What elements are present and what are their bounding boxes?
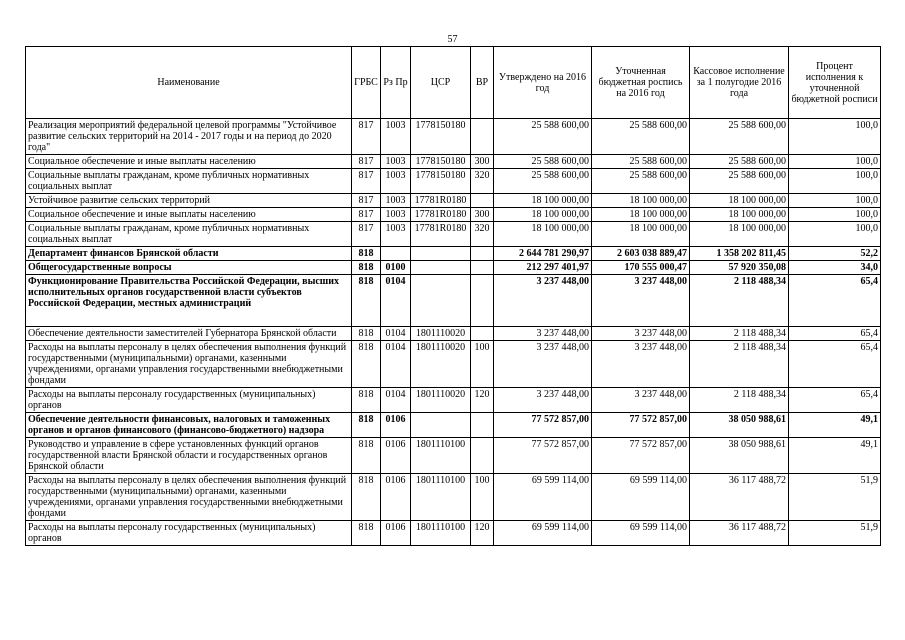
header-cash: Кассовое исполнение за 1 полугодие 2016 года xyxy=(690,47,789,119)
cell-percent: 100,0 xyxy=(789,169,881,194)
cell-grbs: 817 xyxy=(352,222,381,247)
cell-rzpr: 1003 xyxy=(381,222,411,247)
cell-refined: 3 237 448,00 xyxy=(592,327,690,341)
cell-cash: 36 117 488,72 xyxy=(690,474,789,521)
cell-approved: 2 644 781 290,97 xyxy=(494,247,592,261)
cell-csr: 1778150180 xyxy=(411,169,471,194)
cell-refined: 77 572 857,00 xyxy=(592,438,690,474)
cell-percent: 100,0 xyxy=(789,208,881,222)
cell-name: Департамент финансов Брянской области xyxy=(26,247,352,261)
cell-approved: 18 100 000,00 xyxy=(494,194,592,208)
cell-percent: 65,4 xyxy=(789,388,881,413)
cell-rzpr: 0104 xyxy=(381,327,411,341)
cell-approved: 212 297 401,97 xyxy=(494,261,592,275)
cell-rzpr: 0104 xyxy=(381,275,411,327)
header-approved: Утверждено на 2016 год xyxy=(494,47,592,119)
cell-rzpr: 0104 xyxy=(381,388,411,413)
cell-name: Функционирование Правительства Российской Федерации, высших исполнительных органов государственной власти субъектов Российской Федерации, местных администраций xyxy=(26,275,352,327)
cell-vr xyxy=(471,327,494,341)
cell-cash: 18 100 000,00 xyxy=(690,208,789,222)
cell-vr: 120 xyxy=(471,388,494,413)
cell-grbs: 818 xyxy=(352,388,381,413)
cell-csr: 1778150180 xyxy=(411,155,471,169)
cell-csr: 1801110100 xyxy=(411,521,471,546)
table-row xyxy=(26,388,881,413)
cell-rzpr: 1003 xyxy=(381,169,411,194)
cell-approved: 77 572 857,00 xyxy=(494,438,592,474)
cell-approved: 3 237 448,00 xyxy=(494,388,592,413)
cell-refined: 3 237 448,00 xyxy=(592,341,690,388)
cell-vr: 100 xyxy=(471,341,494,388)
cell-percent: 100,0 xyxy=(789,222,881,247)
cell-cash: 1 358 202 811,45 xyxy=(690,247,789,261)
cell-csr xyxy=(411,261,471,275)
cell-refined: 2 603 038 889,47 xyxy=(592,247,690,261)
cell-name: Реализация мероприятий федеральной целевой программы "Устойчивое развитие сельских территорий на 2014 - 2017 годы и на период до 2020 года" xyxy=(26,119,352,155)
cell-vr xyxy=(471,438,494,474)
cell-grbs: 817 xyxy=(352,155,381,169)
cell-percent: 100,0 xyxy=(789,119,881,155)
cell-refined: 3 237 448,00 xyxy=(592,275,690,327)
cell-name: Расходы на выплаты персоналу государственных (муниципальных) органов xyxy=(26,388,352,413)
cell-refined: 170 555 000,47 xyxy=(592,261,690,275)
cell-vr xyxy=(471,413,494,438)
cell-refined: 25 588 600,00 xyxy=(592,155,690,169)
table-row xyxy=(26,119,881,155)
cell-percent: 65,4 xyxy=(789,327,881,341)
cell-cash: 57 920 350,08 xyxy=(690,261,789,275)
table-row xyxy=(26,155,881,169)
cell-approved: 3 237 448,00 xyxy=(494,341,592,388)
cell-refined: 18 100 000,00 xyxy=(592,208,690,222)
cell-refined: 3 237 448,00 xyxy=(592,388,690,413)
cell-grbs: 817 xyxy=(352,208,381,222)
cell-approved: 18 100 000,00 xyxy=(494,208,592,222)
cell-cash: 36 117 488,72 xyxy=(690,521,789,546)
cell-rzpr: 1003 xyxy=(381,194,411,208)
budget-table xyxy=(25,46,881,546)
cell-cash: 2 118 488,34 xyxy=(690,275,789,327)
cell-vr: 300 xyxy=(471,155,494,169)
cell-csr xyxy=(411,275,471,327)
cell-rzpr xyxy=(381,247,411,261)
cell-name: Руководство и управление в сфере установленных функций органов государственной власти Брянской области и государственных органов Брянской области xyxy=(26,438,352,474)
cell-rzpr: 0106 xyxy=(381,413,411,438)
cell-vr: 320 xyxy=(471,169,494,194)
cell-grbs: 818 xyxy=(352,261,381,275)
table-row xyxy=(26,327,881,341)
cell-csr: 1801110020 xyxy=(411,327,471,341)
header-csr: ЦСР xyxy=(411,47,471,119)
header-rzpr: Рз Пр xyxy=(381,47,411,119)
table-row xyxy=(26,169,881,194)
cell-grbs: 818 xyxy=(352,247,381,261)
cell-refined: 77 572 857,00 xyxy=(592,413,690,438)
cell-grbs: 818 xyxy=(352,275,381,327)
cell-csr: 17781R0180 xyxy=(411,222,471,247)
header-refined: Уточненная бюджетная роспись на 2016 год xyxy=(592,47,690,119)
table-row xyxy=(26,222,881,247)
cell-csr: 1801110100 xyxy=(411,474,471,521)
cell-grbs: 817 xyxy=(352,169,381,194)
cell-vr xyxy=(471,247,494,261)
cell-name: Расходы на выплаты персоналу в целях обеспечения выполнения функций государственными (муниципальными) органами, казенными учреждениями, органами управления государственными внебюджетными фондами xyxy=(26,341,352,388)
cell-approved: 69 599 114,00 xyxy=(494,474,592,521)
cell-vr xyxy=(471,261,494,275)
cell-percent: 51,9 xyxy=(789,474,881,521)
header-grbs: ГРБС xyxy=(352,47,381,119)
cell-name: Расходы на выплаты персоналу в целях обеспечения выполнения функций государственными (муниципальными) органами, казенными учреждениями, органами управления государственными внебюджетными фондами xyxy=(26,474,352,521)
table-row xyxy=(26,247,881,261)
cell-vr: 320 xyxy=(471,222,494,247)
cell-grbs: 817 xyxy=(352,194,381,208)
cell-cash: 18 100 000,00 xyxy=(690,222,789,247)
cell-cash: 25 588 600,00 xyxy=(690,155,789,169)
cell-rzpr: 0106 xyxy=(381,521,411,546)
cell-rzpr: 1003 xyxy=(381,155,411,169)
cell-name: Расходы на выплаты персоналу государственных (муниципальных) органов xyxy=(26,521,352,546)
header-name: Наименование xyxy=(26,47,352,119)
table-row xyxy=(26,521,881,546)
cell-rzpr: 0106 xyxy=(381,474,411,521)
cell-rzpr: 1003 xyxy=(381,119,411,155)
cell-cash: 18 100 000,00 xyxy=(690,194,789,208)
cell-csr: 17781R0180 xyxy=(411,208,471,222)
cell-refined: 25 588 600,00 xyxy=(592,119,690,155)
cell-csr xyxy=(411,413,471,438)
cell-cash: 38 050 988,61 xyxy=(690,413,789,438)
cell-cash: 2 118 488,34 xyxy=(690,341,789,388)
cell-grbs: 818 xyxy=(352,413,381,438)
cell-percent: 49,1 xyxy=(789,413,881,438)
cell-approved: 69 599 114,00 xyxy=(494,521,592,546)
cell-vr xyxy=(471,275,494,327)
cell-name: Социальные выплаты гражданам, кроме публичных нормативных социальных выплат xyxy=(26,222,352,247)
cell-approved: 3 237 448,00 xyxy=(494,327,592,341)
table-row xyxy=(26,194,881,208)
header-vr: ВР xyxy=(471,47,494,119)
cell-refined: 69 599 114,00 xyxy=(592,521,690,546)
cell-name: Обеспечение деятельности финансовых, налоговых и таможенных органов и органов финансового (финансово-бюджетного) надзора xyxy=(26,413,352,438)
cell-approved: 25 588 600,00 xyxy=(494,155,592,169)
table-row xyxy=(26,413,881,438)
cell-refined: 25 588 600,00 xyxy=(592,169,690,194)
cell-approved: 3 237 448,00 xyxy=(494,275,592,327)
cell-refined: 69 599 114,00 xyxy=(592,474,690,521)
cell-vr xyxy=(471,119,494,155)
cell-percent: 65,4 xyxy=(789,341,881,388)
cell-grbs: 818 xyxy=(352,327,381,341)
cell-vr: 100 xyxy=(471,474,494,521)
cell-name: Обеспечение деятельности заместителей Губернатора Брянской области xyxy=(26,327,352,341)
table-row xyxy=(26,208,881,222)
cell-approved: 18 100 000,00 xyxy=(494,222,592,247)
table-row xyxy=(26,341,881,388)
cell-csr: 17781R0180 xyxy=(411,194,471,208)
cell-percent: 51,9 xyxy=(789,521,881,546)
table-header-row xyxy=(26,47,881,119)
cell-cash: 2 118 488,34 xyxy=(690,388,789,413)
cell-percent: 34,0 xyxy=(789,261,881,275)
cell-percent: 52,2 xyxy=(789,247,881,261)
cell-percent: 49,1 xyxy=(789,438,881,474)
cell-rzpr: 0100 xyxy=(381,261,411,275)
cell-vr xyxy=(471,194,494,208)
cell-cash: 25 588 600,00 xyxy=(690,119,789,155)
cell-csr: 1778150180 xyxy=(411,119,471,155)
cell-name: Общегосударственные вопросы xyxy=(26,261,352,275)
cell-rzpr: 1003 xyxy=(381,208,411,222)
cell-approved: 25 588 600,00 xyxy=(494,119,592,155)
cell-vr: 120 xyxy=(471,521,494,546)
cell-percent: 65,4 xyxy=(789,275,881,327)
cell-name: Социальное обеспечение и иные выплаты населению xyxy=(26,208,352,222)
cell-percent: 100,0 xyxy=(789,194,881,208)
cell-grbs: 818 xyxy=(352,438,381,474)
cell-csr xyxy=(411,247,471,261)
cell-grbs: 818 xyxy=(352,474,381,521)
table-row xyxy=(26,438,881,474)
cell-name: Социальное обеспечение и иные выплаты населению xyxy=(26,155,352,169)
table-body xyxy=(26,119,881,546)
cell-refined: 18 100 000,00 xyxy=(592,194,690,208)
table-row xyxy=(26,261,881,275)
cell-approved: 25 588 600,00 xyxy=(494,169,592,194)
cell-csr: 1801110020 xyxy=(411,388,471,413)
cell-rzpr: 0104 xyxy=(381,341,411,388)
cell-name: Социальные выплаты гражданам, кроме публичных нормативных социальных выплат xyxy=(26,169,352,194)
cell-vr: 300 xyxy=(471,208,494,222)
cell-cash: 38 050 988,61 xyxy=(690,438,789,474)
header-percent: Процент исполнения к уточненной бюджетной росписи xyxy=(789,47,881,119)
cell-grbs: 818 xyxy=(352,341,381,388)
cell-approved: 77 572 857,00 xyxy=(494,413,592,438)
cell-cash: 2 118 488,34 xyxy=(690,327,789,341)
table-row xyxy=(26,275,881,327)
cell-rzpr: 0106 xyxy=(381,438,411,474)
cell-name: Устойчивое развитие сельских территорий xyxy=(26,194,352,208)
cell-refined: 18 100 000,00 xyxy=(592,222,690,247)
cell-grbs: 817 xyxy=(352,119,381,155)
cell-csr: 1801110100 xyxy=(411,438,471,474)
cell-cash: 25 588 600,00 xyxy=(690,169,789,194)
cell-percent: 100,0 xyxy=(789,155,881,169)
page-number: 57 xyxy=(447,34,458,45)
cell-grbs: 818 xyxy=(352,521,381,546)
cell-csr: 1801110020 xyxy=(411,341,471,388)
table-row xyxy=(26,474,881,521)
